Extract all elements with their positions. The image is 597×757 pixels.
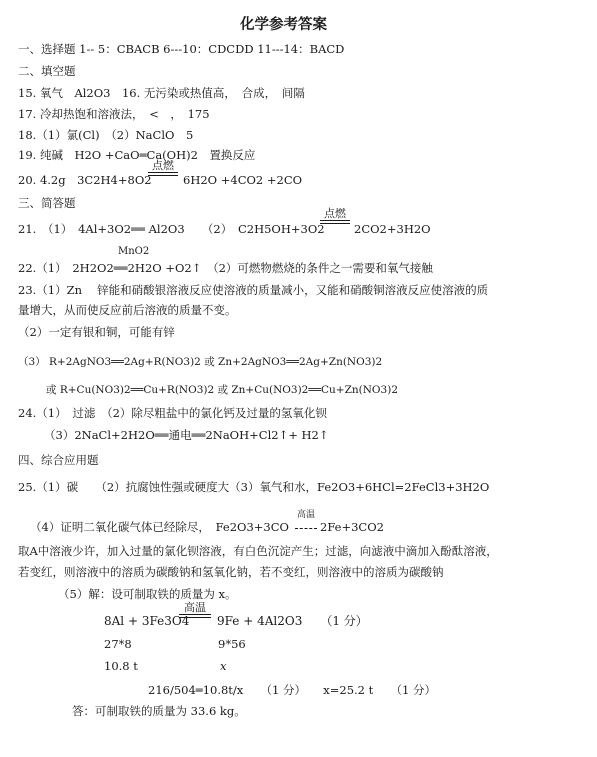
answer-25-1: 25.（1）碳 （2）抗腐蚀性强或硬度大（3）氧气和水，Fe2O3+6HCl=2FeCl3+3H2O xyxy=(18,480,490,494)
answer-21-left: 21. （1） 4Al+3O2══ Al2O3 （2） C2H5OH+3O2 xyxy=(18,222,325,236)
page-title: 化学参考答案 xyxy=(240,16,327,33)
reaction-arrow xyxy=(148,175,178,176)
reaction-condition xyxy=(148,160,178,176)
section-comprehensive: 四、综合应用题 xyxy=(18,453,99,467)
answer-23-3: （2）一定有银和铜，可能有锌 xyxy=(18,325,175,339)
answer-19: 19. 纯碱 H2O +CaO═Ca(OH)2 置换反应 xyxy=(18,148,256,162)
reaction-condition xyxy=(179,602,211,618)
condition-label: 点燃 xyxy=(152,159,174,172)
answer-24-2: （3）2NaCl+2H2O══通电══2NaOH+Cl2↑+ H2↑ xyxy=(44,428,329,442)
condition-label: 高温 xyxy=(297,510,316,520)
section-fill: 二、填空题 xyxy=(18,64,76,78)
section-choice: 一、选择题 1-- 5：CBACB 6---10：CDCDD 11---14：BACD xyxy=(18,42,345,56)
reaction-arrow xyxy=(320,223,350,224)
section-short: 三、简答题 xyxy=(18,196,76,210)
ratio-line: 216/504═10.8t/x （1 分） x=25.2 t （1 分） xyxy=(148,683,436,697)
mass-ratio-fe: 9*56 xyxy=(218,637,246,651)
answer-18: 18.（1）氯(Cl) （2）NaClO 5 xyxy=(18,128,194,142)
answer-20-right: 6H2O +4CO2 +2CO xyxy=(183,173,303,187)
answer-25-2-left: （4）证明二氧化碳气体已经除尽， Fe2O3+3CO xyxy=(30,520,289,534)
reaction-arrow xyxy=(148,172,178,173)
answer-17: 17. 冷却热饱和溶液法， < ， 175 xyxy=(18,107,210,121)
reaction-arrow xyxy=(179,617,211,618)
reaction-arrow xyxy=(320,220,350,221)
answer-25-5: （5）解：设可制取铁的质量为 x。 xyxy=(58,587,237,601)
answer-22: 22.（1） 2H2O2══2H2O +O2↑ （2）可燃物燃烧的条件之一需要和氧气接触 xyxy=(18,261,433,275)
answer-24-1: 24.（1） 过滤 （2）除尽粗盐中的氯化钙及过量的氢氧化钡 xyxy=(18,406,327,420)
answer-23-1: 23.（1）Zn 锌能和硝酸银溶液反应使溶液的质量减小，又能和硝酸铜溶液反应使溶液的质 xyxy=(18,283,489,297)
answer-25-2-right: 2Fe+3CO2 xyxy=(320,520,384,534)
reaction-condition xyxy=(320,208,350,224)
answer-21-right: 2CO2+3H2O xyxy=(354,222,431,236)
equation-left: 8Al + 3Fe3O4 xyxy=(104,614,190,628)
condition-label: 高温 xyxy=(184,601,206,614)
unknown-mass: x xyxy=(220,659,227,673)
answer-20-left: 20. 4.2g 3C2H4+8O2 xyxy=(18,173,152,187)
known-mass: 10.8 t xyxy=(104,659,138,673)
reaction-arrow xyxy=(179,614,211,615)
answer-25-4: 若变红，则溶液中的溶质为碳酸钠和氢氧化钠，若不变红，则溶液中的溶质为碳酸钠 xyxy=(18,565,444,579)
condition-label: 点燃 xyxy=(324,207,346,220)
answer-23-4: （3） R+2AgNO3══2Ag+R(NO3)2 或 Zn+2AgNO3══2Ag+Zn(NO3)2 xyxy=(18,356,383,368)
answer-23-2: 量增大，从而使反应前后溶液的质量不变。 xyxy=(18,303,237,317)
answer-23-5: 或 R+Cu(NO3)2══Cu+R(NO3)2 或 Zn+Cu(NO3)2══Cu+Zn(NO3)2 xyxy=(46,384,399,396)
catalyst-label: MnO2 xyxy=(118,246,150,257)
reaction-arrow xyxy=(295,520,317,534)
answer-15-16: 15. 氧气 Al2O3 16. 无污染或热值高， 合成， 间隔 xyxy=(18,86,305,100)
final-answer: 答：可制取铁的质量为 33.6 kg。 xyxy=(72,704,246,718)
equation-right: 9Fe + 4Al2O3 （1 分） xyxy=(217,614,368,628)
mass-ratio-al: 27*8 xyxy=(104,637,132,651)
answer-25-3: 取A中溶液少许，加入过量的氯化钡溶液，有白色沉淀产生；过滤，向滤液中滴加入酚酞溶液， xyxy=(18,544,498,558)
